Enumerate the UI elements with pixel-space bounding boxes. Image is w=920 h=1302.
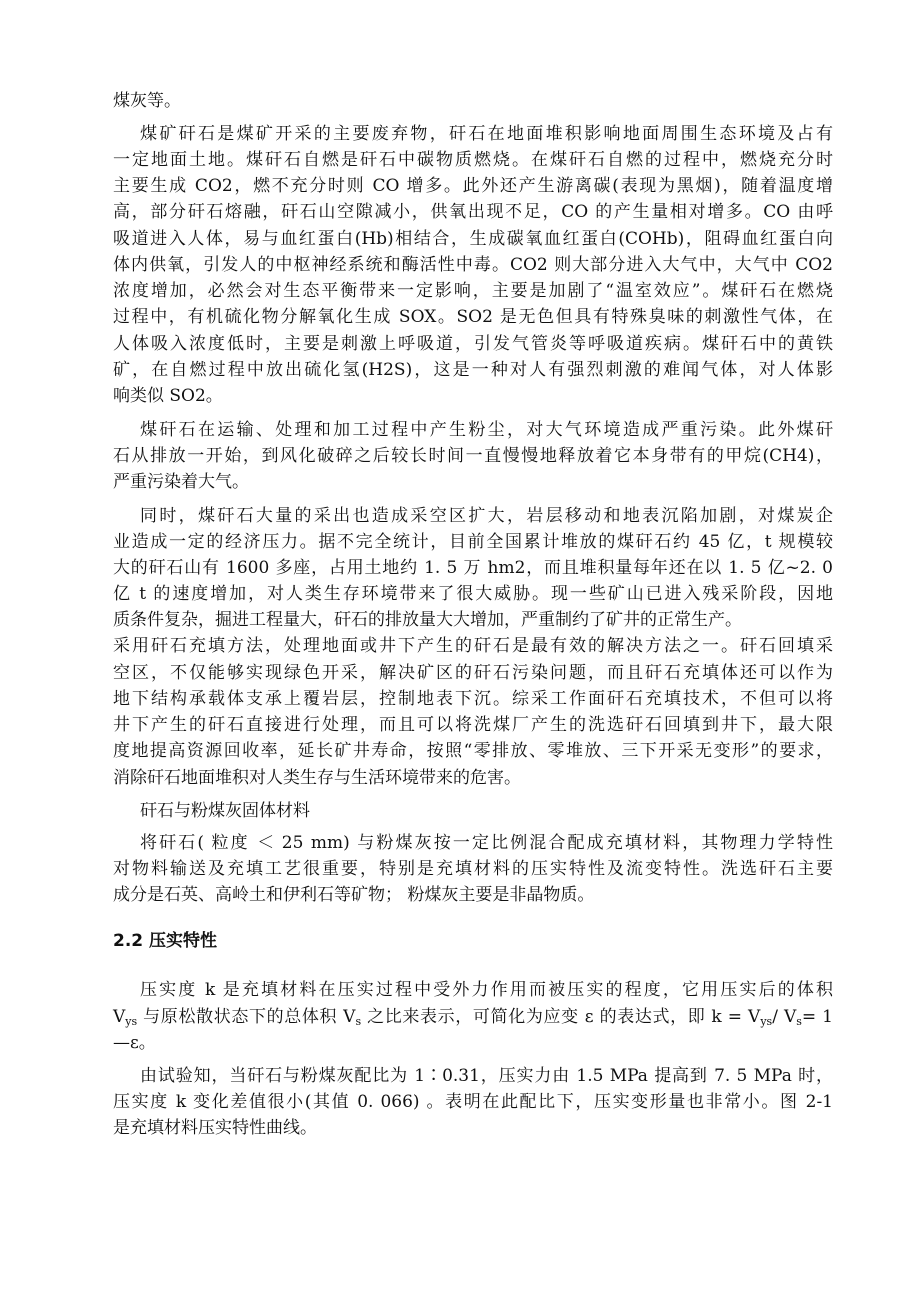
subscript: s bbox=[796, 1015, 802, 1028]
text-line: 业造成一定的经济压力。据不完全统计，目前全国累计堆放的煤矸石约 45 亿，t 规模较 bbox=[113, 532, 833, 552]
text-line: 是充填材料压实特性曲线。 bbox=[113, 1118, 317, 1138]
text-segment: = 1 bbox=[801, 1007, 833, 1027]
text-segment: 与原松散状态下的总体积 V bbox=[137, 1007, 356, 1027]
text-line: 井下产生的矸石直接进行处理，而且可以将洗煤厂产生的洗选矸石回填到井下，最大限 bbox=[113, 715, 833, 735]
text-line: 消除矸石地面堆积对人类生存与生活环境带来的危害。 bbox=[113, 768, 521, 788]
subscript: s bbox=[355, 1015, 362, 1028]
text-line: 人体吸入浓度低时，主要是刺激上呼吸道，引发气管炎等呼吸道疾病。煤矸石中的黄铁 bbox=[113, 334, 833, 354]
text-line: 压实度 k 是充填材料在压实过程中受外力作用而被压实的程度，它用压实后的体积 bbox=[140, 980, 833, 1000]
text-line: 一定地面土地。煤矸石自燃是矸石中碳物质燃烧。在煤矸石自燃的过程中，燃烧充分时 bbox=[113, 150, 833, 170]
text-line: 煤矸石在运输、处理和加工过程中产生粉尘，对大气环境造成严重污染。此外煤矸 bbox=[140, 420, 833, 440]
text-line: 地下结构承载体支承上覆岩层，控制地表下沉。综采工作面矸石充填技术，不但可以将 bbox=[113, 689, 833, 709]
text-line: —ε。 bbox=[113, 1033, 156, 1053]
text-line: 压实度 k 变化差值很小(其值 0. 066) 。表明在此配比下，压实变形量也非常小。图 2-1 bbox=[113, 1092, 833, 1112]
text-line: 度地提高资源回收率，延长矿井寿命，按照“零排放、零堆放、三下开采无变形”的要求， bbox=[113, 741, 833, 761]
text-line: 吸道进入人体，易与血红蛋白(Hb)相结合，生成碳氧血红蛋白(COHb)，阻碍血红蛋白向 bbox=[113, 229, 833, 249]
text-line: 矿，在自燃过程中放出硫化氢(H2S)，这是一种对人有强烈刺激的难闻气体，对人体影 bbox=[113, 360, 833, 380]
text-line: 质条件复杂，掘进工程量大，矸石的排放量大大增加，严重制约了矿井的正常生产。 bbox=[113, 610, 742, 630]
text-line: 严重污染着大气。 bbox=[113, 472, 249, 492]
text-line-with-subscripts bbox=[113, 1006, 833, 1028]
text-line: 由试验知，当矸石与粉煤灰配比为 1∶0.31，压实力由 1.5 MPa 提高到 7. 5 MPa 时， bbox=[140, 1066, 833, 1086]
text-line: 煤矿矸石是煤矿开采的主要废弃物，矸石在地面堆积影响地面周围生态环境及占有 bbox=[140, 124, 833, 144]
text-line: 过程中，有机硫化物分解氧化生成 SOX。SO2 是无色但具有特殊臭味的刺激性气体，在 bbox=[113, 307, 833, 327]
text-line: 高，部分矸石熔融，矸石山空隙减小，供氧出现不足，CO 的产生量相对增多。CO 由呼 bbox=[113, 202, 833, 222]
text-line: 采用矸石充填方法，处理地面或井下产生的矸石是最有效的解决方法之一。矸石回填采 bbox=[113, 636, 833, 656]
text-line: 空区，不仅能够实现绿色开采，解决矿区的矸石污染问题，而且矸石充填体还可以作为 bbox=[113, 663, 833, 683]
text-line: 矸石与粉煤灰固体材料 bbox=[140, 801, 310, 821]
text-line: 浓度增加，必然会对生态平衡带来一定影响，主要是加剧了“温室效应”。煤矸石在燃烧 bbox=[113, 281, 833, 301]
text-line: 煤灰等。 bbox=[113, 91, 181, 111]
text-line: 对物料输送及充填工艺很重要，特别是充填材料的压实特性及流变特性。洗选矸石主要 bbox=[113, 859, 833, 879]
subscript: ys bbox=[760, 1015, 773, 1028]
text-segment: V bbox=[113, 1007, 126, 1027]
subscript: ys bbox=[125, 1015, 138, 1028]
text-line: 体内供氧，引发人的中枢神经系统和酶活性中毒。CO2 则大部分进入大气中，大气中 CO2 bbox=[113, 255, 833, 275]
text-line: 大的矸石山有 1600 多座，占用土地约 1. 5 万 hm2，而且堆积量每年还在以 1. 5 亿~2. 0 bbox=[113, 558, 833, 578]
text-line: 石从排放一开始，到风化破碎之后较长时间一直慢慢地释放着它本身带有的甲烷(CH4)， bbox=[113, 446, 833, 466]
text-line: 将矸石( 粒度 ＜ 25 mm) 与粉煤灰按一定比例混合配成充填材料，其物理力学特性 bbox=[140, 833, 833, 853]
text-line: 亿 t 的速度增加，对人类生存环境带来了很大威胁。现一些矿山已进入残采阶段，因地 bbox=[113, 584, 833, 604]
section-heading: 2.2 压实特性 bbox=[113, 931, 218, 951]
text-line: 主要生成 CO2，燃不充分时则 CO 增多。此外还产生游离碳(表现为黑烟)，随着温度增 bbox=[113, 176, 833, 196]
text-segment: 之比来表示，可简化为应变 ε 的表达式，即 k = V bbox=[361, 1007, 761, 1027]
text-line: 同时，煤矸石大量的采出也造成采空区扩大，岩层移动和地表沉陷加剧，对煤炭企 bbox=[140, 506, 833, 526]
text-line: 成分是石英、高岭土和伊利石等矿物； 粉煤灰主要是非晶物质。 bbox=[113, 885, 595, 905]
text-line: 响类似 SO2。 bbox=[113, 386, 223, 406]
text-segment: / V bbox=[772, 1007, 797, 1027]
